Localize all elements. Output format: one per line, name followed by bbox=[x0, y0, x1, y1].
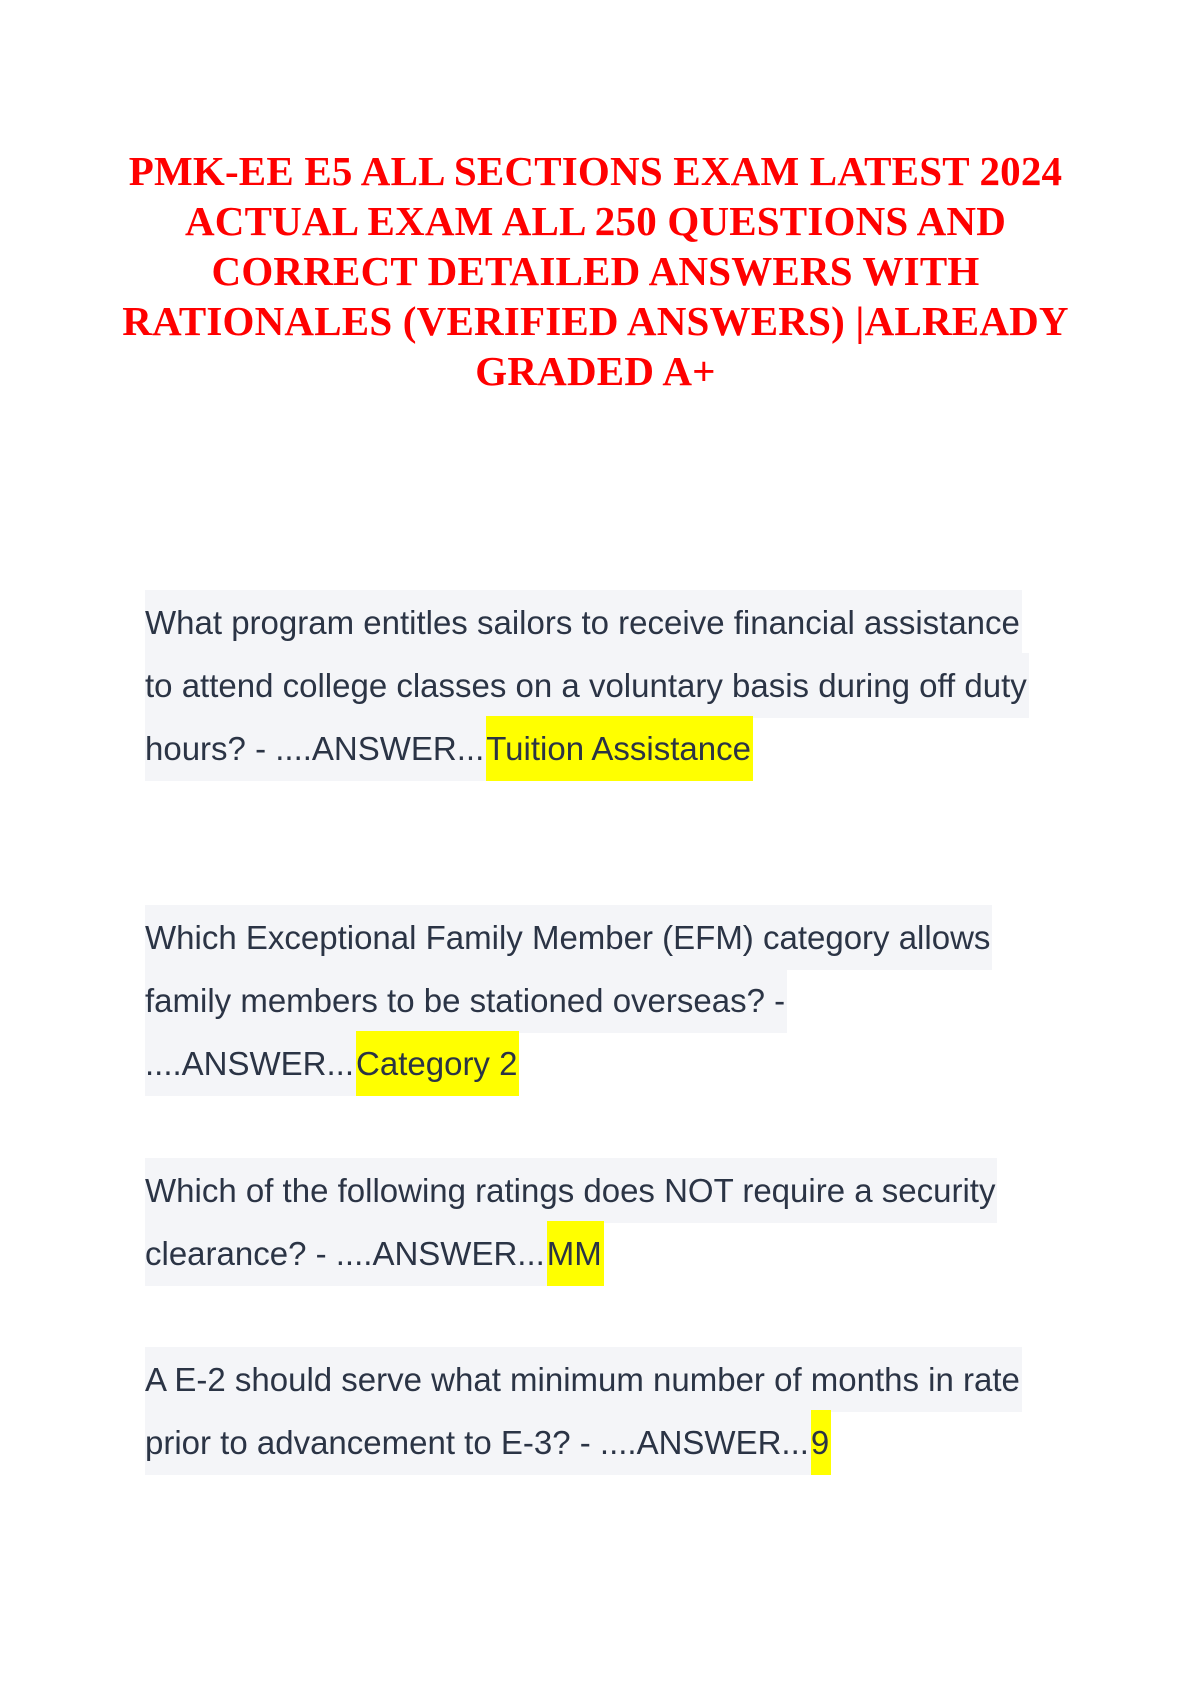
answer-highlight: Tuition Assistance bbox=[486, 716, 753, 781]
question-text: Which of the following ratings does NOT require a security clearance? - ....ANSWER... bbox=[145, 1158, 997, 1286]
answer-highlight: 9 bbox=[811, 1410, 831, 1475]
qa-item-2 bbox=[145, 906, 1045, 1095]
question-text: What program entitles sailors to receive financial assistance to attend college classes on a voluntary basis during off duty hours? - ....ANSWER... bbox=[145, 590, 1029, 781]
answer-highlight: Category 2 bbox=[356, 1031, 519, 1096]
question-text: A E-2 should serve what minimum number of months in rate prior to advancement to E-3? - ....ANSWER... bbox=[145, 1347, 1022, 1475]
qa-item-3 bbox=[145, 1159, 1045, 1285]
question-text: Which Exceptional Family Member (EFM) category allows family members to be stationed overseas? - ....ANSWER... bbox=[145, 905, 992, 1096]
answer-highlight: MM bbox=[547, 1221, 604, 1286]
document-title: PMK-EE E5 ALL SECTIONS EXAM LATEST 2024 ACTUAL EXAM ALL 250 QUESTIONS AND CORRECT DETAILED ANSWERS WITH RATIONALES (VERIFIED ANSWERS) |ALREADY GRADED A+ bbox=[122, 148, 1069, 394]
qa-item-4 bbox=[145, 1348, 1045, 1474]
qa-item-1 bbox=[145, 591, 1045, 780]
